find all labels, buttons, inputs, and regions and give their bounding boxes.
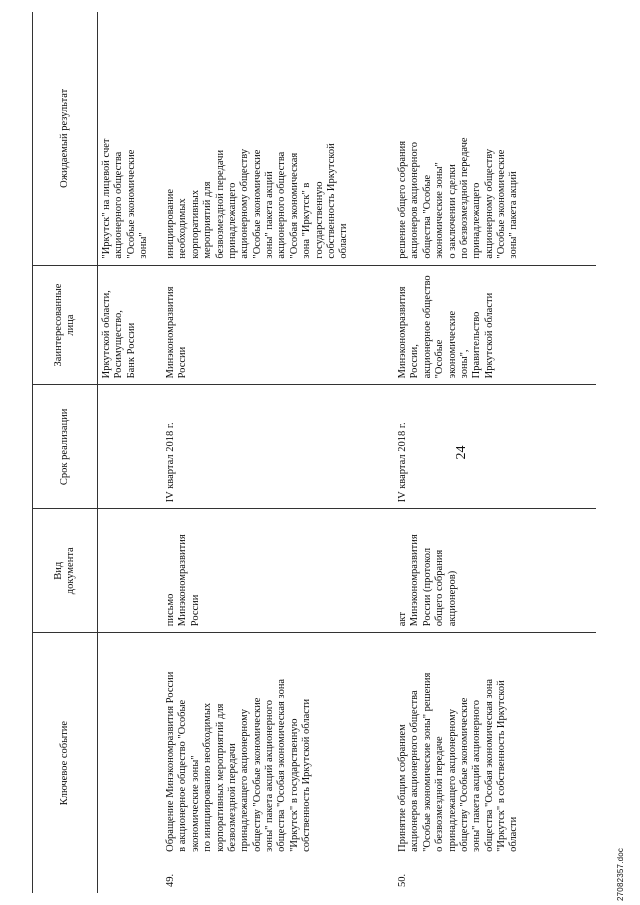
row-continued-num	[98, 858, 163, 893]
events-table	[32, 12, 596, 893]
table-row	[394, 12, 596, 893]
table-row-continued	[98, 12, 163, 893]
row-continued-result: "Иркутск" на лицевой счет акционерного общества "Особые экономические зоны"	[98, 12, 163, 265]
row-continued-doc-type	[98, 509, 163, 633]
document-code: 27082357.doc	[616, 847, 625, 901]
row-result: инициирование необходимых корпоративных мероприятий для безвозмездной передачи принадлежащего акционерному обществу "Особые экономические зоны" пакета акций акционерного общества "Особая экономическая зона "Иркутск" в государственную собственность Иркутской области	[162, 12, 394, 265]
row-doc-type: письмо Минэкономразвития России	[162, 509, 394, 633]
row-doc-type: акт Минэкономразвития России (протокол общего собрания акционеров)	[394, 509, 596, 633]
row-parties: Минэкономразвития России	[162, 265, 394, 385]
header-parties: Заинтересованные лица	[33, 265, 98, 385]
row-number: 50.	[397, 873, 408, 887]
header-term: Срок реализации	[33, 385, 98, 509]
row-parties: Минэкономразвития России, акционерное общество "Особые экономические зоны", Правительство Иркутской области	[394, 265, 596, 385]
row-term: IV квартал 2018 г.	[162, 385, 394, 509]
header-event: Ключевое событие	[33, 633, 98, 893]
table-header-row	[33, 12, 98, 893]
row-event: Обращение Минэкономразвития России в акционерное общество "Особые экономические зоны" по инициированию необходимых корпоративных мероприятий для безвозмездной передачи принадлежащего акционерному обществу "Особые экономические зоны" пакета акций акционерного общества "Особая экономическая зона "Иркутск" в государственную собственность Иркутской области	[165, 671, 313, 852]
table-row	[162, 12, 394, 893]
row-term: IV квартал 2018 г.	[394, 385, 596, 509]
header-doc-type: Вид документа	[33, 509, 98, 633]
row-continued-event	[98, 633, 163, 858]
row-number: 49.	[165, 873, 176, 887]
row-continued-parties: Иркутской области, Росимущество, Банк России	[98, 265, 163, 385]
row-result: решение общего собрания акционеров акционерного общества "Особые экономические зоны" о заключении сделки по безвозмездной передаче принадлежащего акционерному обществу "Особые экономические зоны" пакета акций	[394, 12, 596, 265]
row-continued-term	[98, 385, 163, 509]
page-number: 24	[454, 445, 469, 460]
row-event: Принятие общим собранием акционеров акционерного общества "Особые экономические зоны" решения о безвозмездной передаче принадлежащего акционерному обществу "Особые экономические зоны" пакета акций акционерного общества "Особая экономическая зона "Иркутск" в собственность Иркутской области	[397, 672, 520, 852]
header-result: Ожидаемый результат	[33, 12, 98, 265]
